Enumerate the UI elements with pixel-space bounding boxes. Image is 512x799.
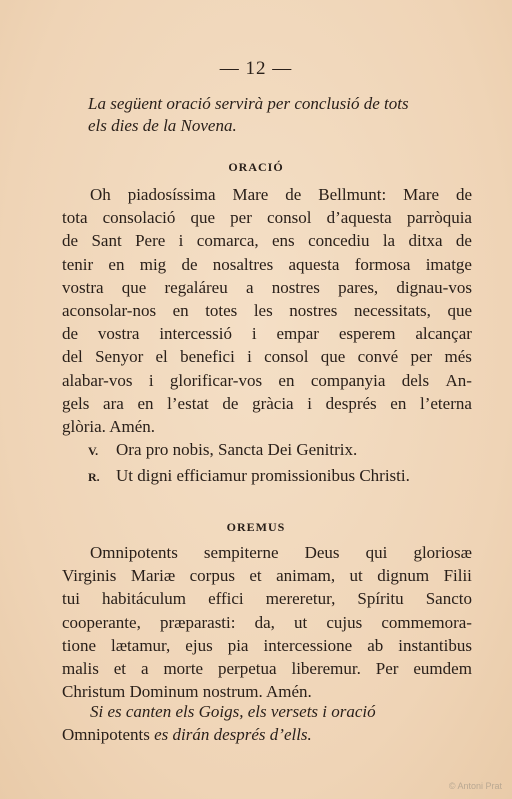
closing-note: [62, 700, 472, 746]
page-number: — 12 —: [219, 58, 293, 79]
oracio-line: de vostra intercessió i empar esperem alcançar: [62, 324, 472, 344]
intro-note: [88, 93, 488, 137]
oremus-line: Virginis Mariæ corpus et animam, ut dignum Filii: [62, 566, 472, 586]
closing-line: [62, 723, 472, 746]
oracio-line: Oh piadosíssima Mare de Bellmunt: Mare de: [90, 185, 472, 204]
oracio-line: gels ara en l’estat de gràcia i després en l’eterna: [62, 393, 472, 413]
intro-line: els dies de la Novena.: [88, 116, 237, 135]
oracio-line: tota consolació que per consol d’aquesta parròquia: [62, 208, 472, 228]
intro-line: La següent oració servirà per conclusió de tots: [88, 94, 409, 113]
oracio-heading: ORACIÓ: [228, 160, 284, 174]
response: [88, 466, 410, 486]
oremus-line: Christum Dominum nostrum. Amén.: [62, 682, 312, 702]
oremus-line: Omnipotents sempiterne Deus qui gloriosæ: [90, 543, 472, 562]
oremus-text: [62, 541, 472, 703]
oracio-line: de Sant Pere i comarca, ens concediu la ditxa de: [62, 231, 472, 251]
oracio-line: aconsolar-nos en totes les nostres necessitats, que: [62, 301, 472, 321]
versicle: [88, 440, 357, 460]
oracio-line: tenir en mig de nosaltres aquesta formosa imatge: [62, 254, 472, 274]
oremus-line: tione lætamur, ejus pia intercessione ab instantibus: [62, 635, 472, 655]
response-text: Ut digni efficiamur promissionibus Christi.: [116, 466, 410, 485]
oracio-line: alabar-vos i glorificar-vos en companyia dels An-: [62, 370, 472, 390]
watermark: © Antoni Prat: [448, 781, 502, 791]
oremus-line: cooperante, præparasti: da, ut cujus commemora-: [62, 612, 472, 632]
response-label: R.: [88, 470, 100, 484]
oracio-text: [62, 183, 472, 438]
versicle-text: Ora pro nobis, Sancta Dei Genitrix.: [116, 440, 358, 459]
versicle-label: V.: [88, 444, 99, 458]
oremus-line: tui habitáculum effici mereretur, Spíritu Sancto: [62, 589, 472, 609]
oracio-line: del Senyor el benefici i consol que convé per més: [62, 347, 472, 367]
oracio-line: glòria. Amén.: [62, 417, 156, 437]
closing-line: Si es canten els Goigs, els versets i oració: [90, 702, 376, 721]
oremus-line: malis et a morte perpetua liberemur. Per eumdem: [62, 659, 472, 679]
oracio-line: vostra que regaláreu a nostres pares, dignau-vos: [62, 277, 472, 297]
closing-word: Omnipotents: [62, 725, 150, 744]
oremus-heading: OREMUS: [226, 520, 286, 534]
closing-italic: es dirán després d’ells.: [154, 725, 312, 744]
